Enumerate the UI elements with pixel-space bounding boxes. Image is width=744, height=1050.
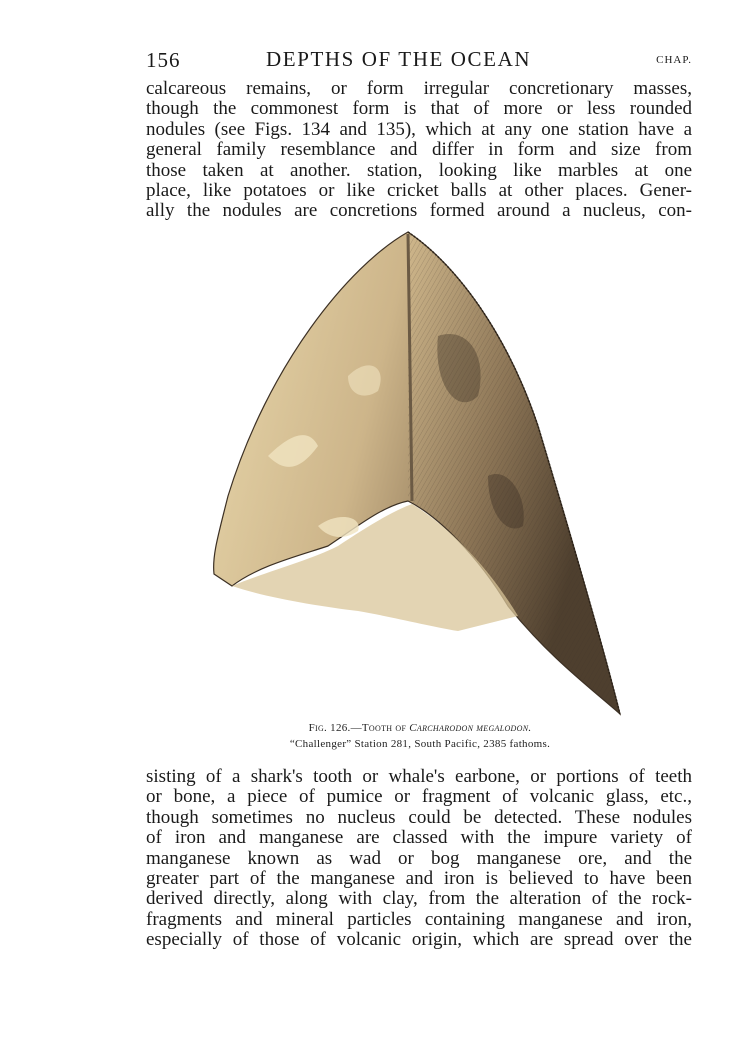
paragraph-bottom xyxy=(146,767,692,951)
text-line: calcareous remains, or form irregular concretionary masses, xyxy=(146,78,692,99)
text-line: those taken at another. station, looking like marbles at one xyxy=(146,159,692,181)
tooth-shading xyxy=(408,232,620,714)
text-line: place, like potatoes or like cricket balls at other places. Gener- xyxy=(146,180,692,202)
text-line: general family resemblance and differ in form and size from xyxy=(146,139,692,161)
figure-caption xyxy=(150,722,690,734)
figure-species: Carcharodon megalodon. xyxy=(409,722,532,734)
text-line: nodules (see Figs. 134 and 135), which at any one station have a xyxy=(146,118,692,140)
figure-source: “Challenger” Station 281, South Pacific, 2385 fathoms. xyxy=(289,738,551,750)
text-line: sisting of a shark's tooth or whale's earbone, or portions of teeth xyxy=(146,766,692,787)
page-number: 156 xyxy=(146,48,181,72)
paragraph-top xyxy=(146,79,692,222)
figure-label: Fig. 126.—Tooth of xyxy=(308,722,407,734)
text-line: or bone, a piece of pumice or fragment of volcanic glass, etc., xyxy=(146,786,692,808)
text-line: derived directly, along with clay, from the alteration of the rock- xyxy=(146,888,692,910)
text-line: though sometimes no nucleus could be detected. These nodules xyxy=(146,806,692,828)
text-line: especially of those of volcanic origin, which are spread over the xyxy=(146,929,692,951)
figure-shark-tooth xyxy=(208,226,628,716)
chapter-mark: CHAP. xyxy=(656,54,692,66)
text-line: ally the nodules are concretions formed around a nucleus, con- xyxy=(146,200,692,222)
text-line: though the commonest form is that of more or less rounded xyxy=(146,98,692,120)
text-line: greater part of the manganese and iron is believed to have been xyxy=(146,868,692,890)
text-line: of iron and manganese are classed with the impure variety of xyxy=(146,827,692,849)
text-line: fragments and mineral particles containing manganese and iron, xyxy=(146,908,692,930)
page-header xyxy=(146,44,692,74)
text-line: manganese known as wad or bog manganese ore, and the xyxy=(146,847,692,869)
shark-tooth-illustration xyxy=(208,226,628,716)
running-title: DEPTHS OF THE OCEAN xyxy=(266,47,532,71)
